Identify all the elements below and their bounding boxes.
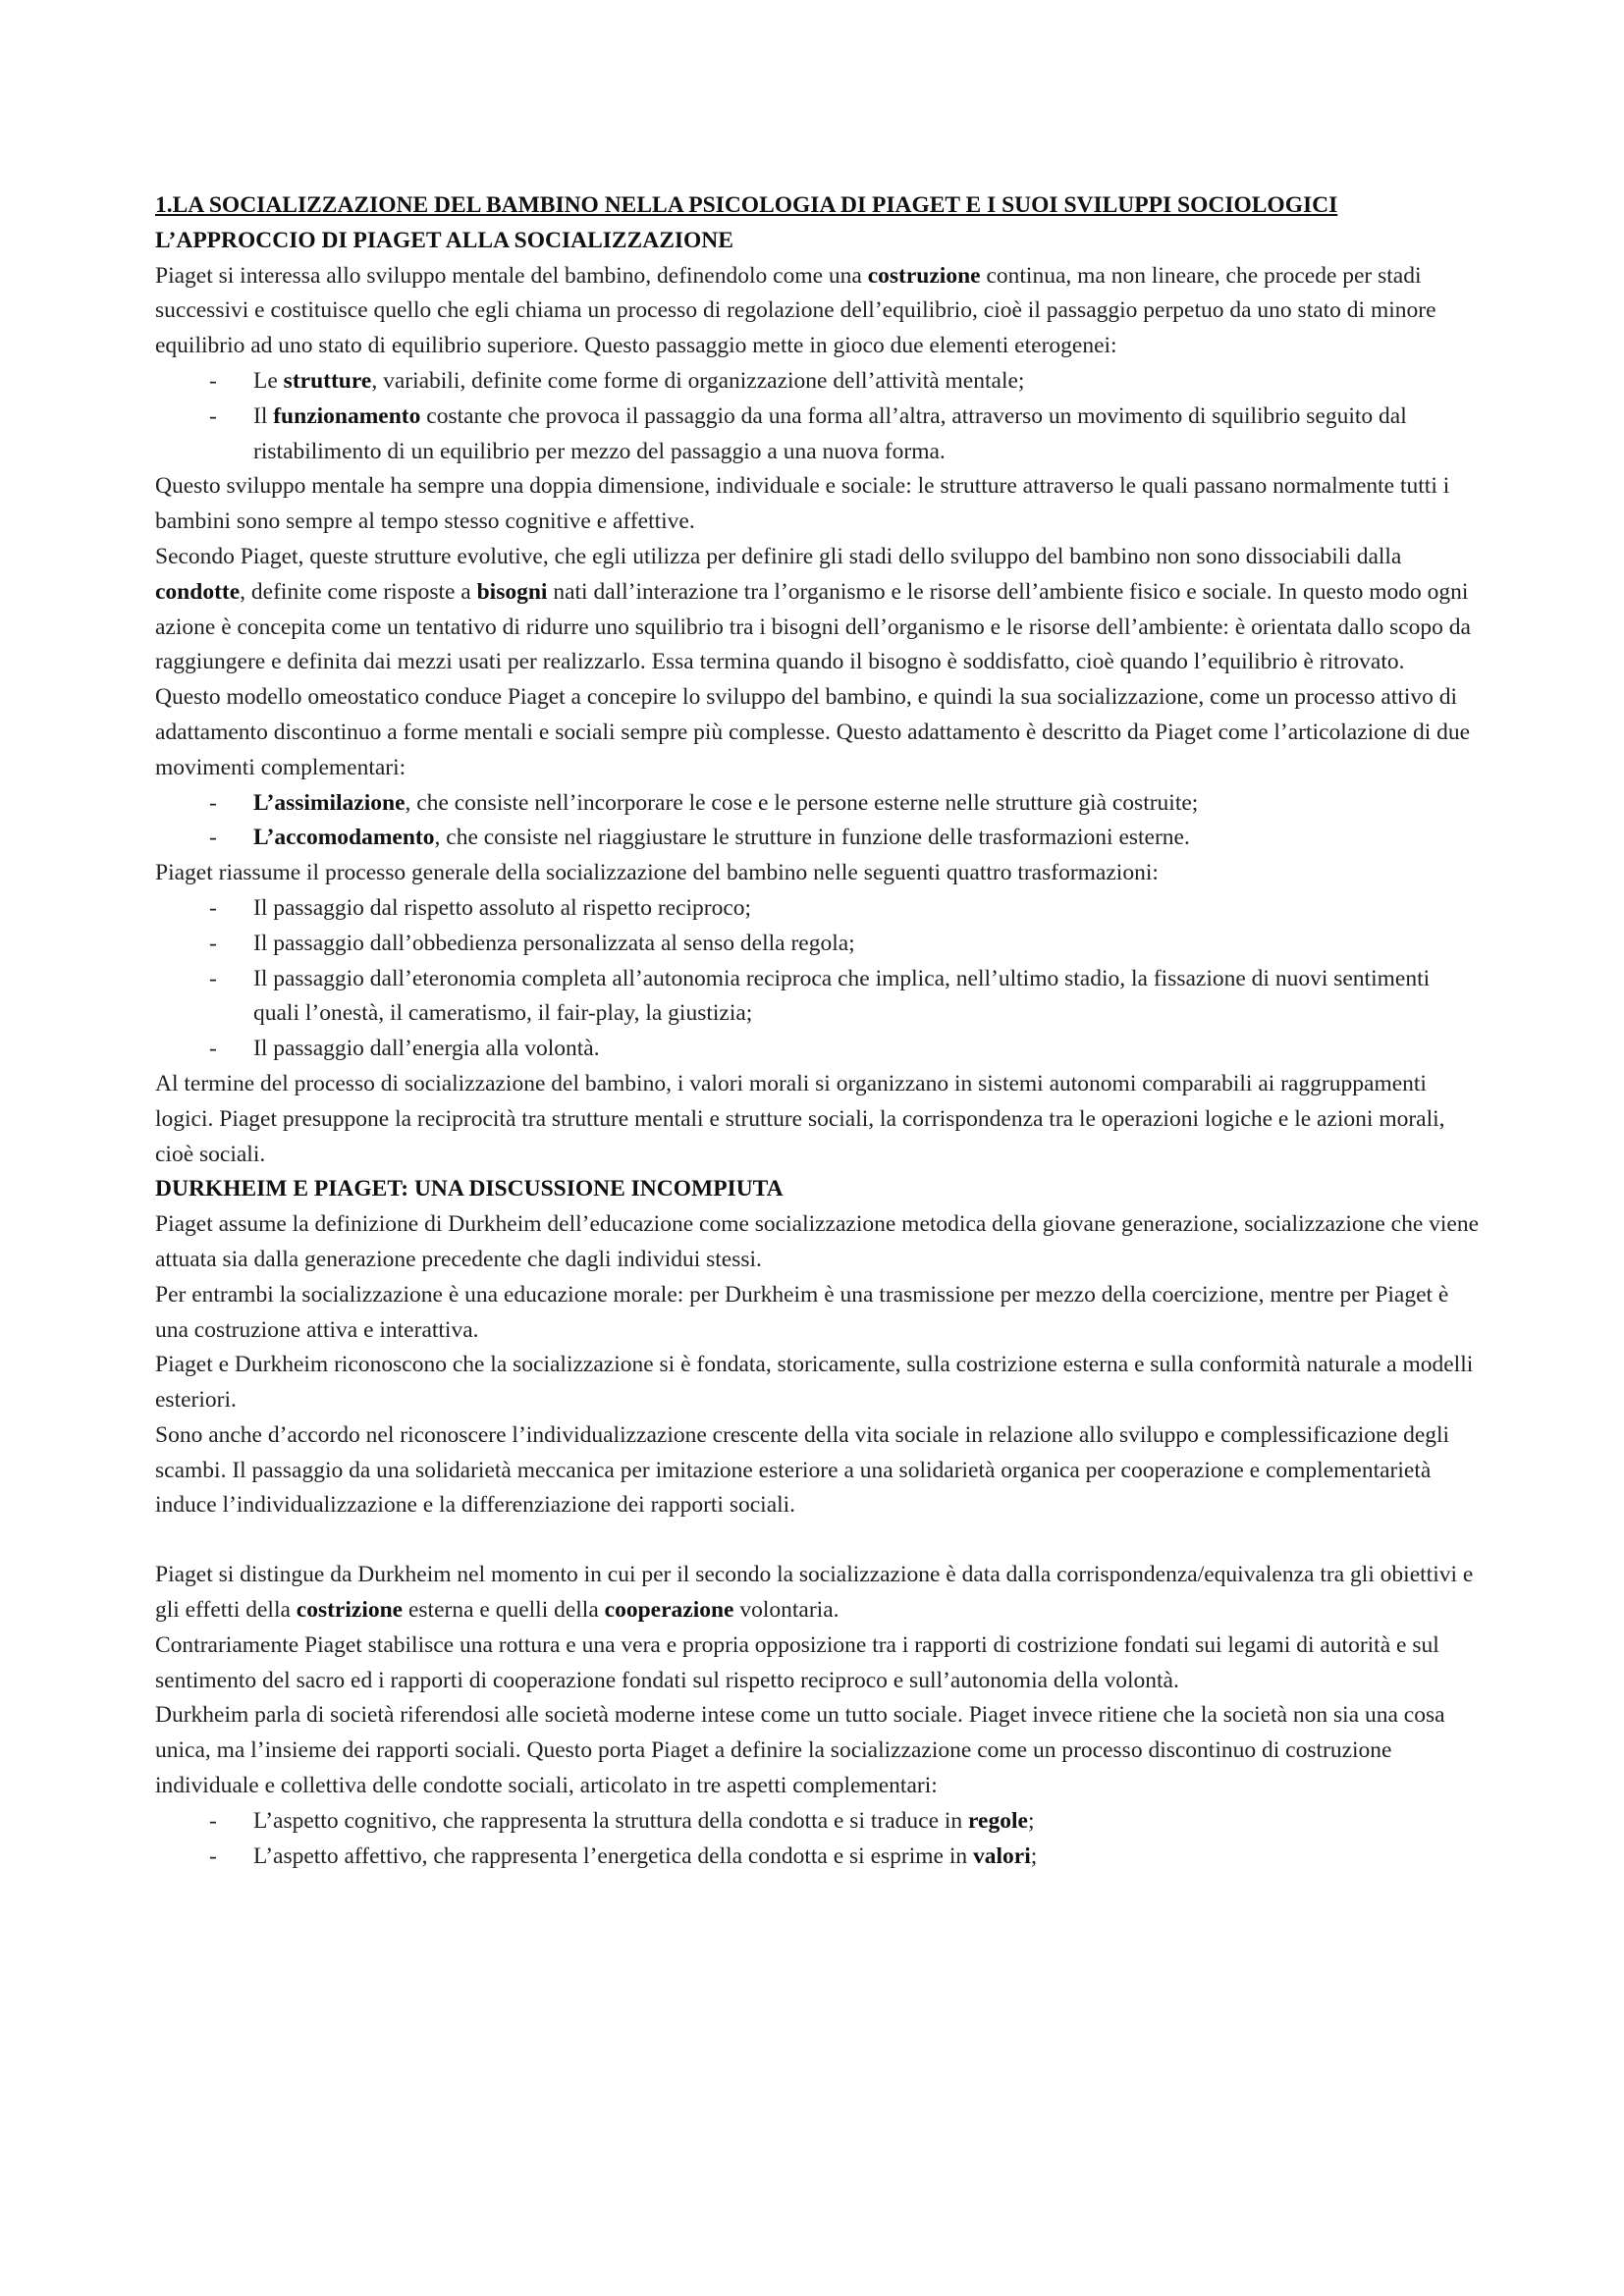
list-item: - Il passaggio dall’obbedienza personalizzata al senso della regola;	[155, 927, 1481, 962]
paragraph: Per entrambi la socializzazione è una educazione morale: per Durkheim è una trasmissione per mezzo della coercizione, mentre per Piaget è una costruzione attiva e interattiva.	[155, 1281, 1449, 1343]
paragraph: Piaget si interessa allo sviluppo mentale del bambino, definendolo come una costruzione continua, ma non lineare, che procede per stadi successivi e costituisce quello che egli chiama un processo di regolazione dell’equilibrio, cioè il passaggio perpetuo da uno stato di minore equilibrio ad uno stato di equilibrio superiore. Questo passaggio mette in gioco due elementi eterogenei:	[155, 262, 1436, 359]
document-page	[155, 188, 1481, 1874]
list-aspetti	[155, 1804, 1481, 1875]
paragraph: Questo modello omeostatico conduce Piaget a concepire lo sviluppo del bambino, e quindi la sua socializzazione, come un processo attivo di adattamento discontinuo a forme mentali e sociali sempre più complesse. Questo adattamento è descritto da Piaget come l’articolazione di due movimenti complementari:	[155, 684, 1471, 780]
paragraph: Contrariamente Piaget stabilisce una rottura e una vera e propria opposizione tra i rapporti di costrizione fondati sui legami di autorità e sul sentimento del sacro ed i rapporti di cooperazione fondati sul rispetto reciproco e sull’autonomia della volontà.	[155, 1631, 1439, 1693]
paragraph: Durkheim parla di società riferendosi alle società moderne intese come un tutto sociale. Piaget invece ritiene che la società non sia una cosa unica, ma l’insieme dei rapporti sociali. Questo porta Piaget a definire la socializzazione come un processo discontinuo di costruzione individuale e collettiva delle condotte sociali, articolato in tre aspetti complementari:	[155, 1702, 1445, 1799]
list-item: - Le strutture, variabili, definite come forme di organizzazione dell’attività mentale;	[155, 364, 1481, 400]
paragraph: Sono anche d’accordo nel riconoscere l’individualizzazione crescente della vita sociale in relazione allo sviluppo e complessificazione degli scambi. Il passaggio da una solidarietà meccanica per imitazione esteriore a una solidarietà organica per cooperazione e complementarietà induce l’individualizzazione e la differenziazione dei rapporti sociali.	[155, 1421, 1450, 1519]
list-item: - Il funzionamento costante che provoca il passaggio da una forma all’altra, attraverso un movimento di squilibrio seguito dal ristabilimento di un equilibrio per mezzo del passaggio a una nuova forma.	[155, 400, 1481, 470]
section-heading-durkheim: DURKHEIM E PIAGET: UNA DISCUSSIONE INCOMPIUTA	[155, 1176, 784, 1202]
list-item: - Il passaggio dal rispetto assoluto al rispetto reciproco;	[155, 891, 1481, 927]
paragraph: Piaget si distingue da Durkheim nel momento in cui per il secondo la socializzazione è data dalla corrispondenza/equivalenza tra gli obiettivi e gli effetti della costrizione esterna e quelli della cooperazione volontaria.	[155, 1562, 1474, 1624]
list-item: - Il passaggio dall’energia alla volontà.	[155, 1032, 1481, 1067]
section-heading-approccio: L’APPROCCIO DI PIAGET ALLA SOCIALIZZAZIONE	[155, 227, 733, 253]
blank-line	[155, 1523, 1481, 1558]
list-item: - Il passaggio dall’eteronomia completa all’autonomia reciproca che implica, nell’ultimo stadio, la fissazione di nuovi sentimenti quali l’onestà, il cameratismo, il fair-play, la giustizia;	[155, 962, 1481, 1033]
paragraph: Questo sviluppo mentale ha sempre una doppia dimensione, individuale e sociale: le strutture attraverso le quali passano normalmente tutti i bambini sono sempre al tempo stesso cognitive e affettive.	[155, 473, 1450, 535]
paragraph: Piaget e Durkheim riconoscono che la socializzazione si è fondata, storicamente, sulla costrizione esterna e sulla conformità naturale a modelli esteriori.	[155, 1352, 1474, 1414]
paragraph: Secondo Piaget, queste strutture evolutive, che egli utilizza per definire gli stadi dello sviluppo del bambino non sono dissociabili dalla condotte, definite come risposte a bisogni nati dall’interazione tra l’organismo e le risorse dell’ambiente fisico e sociale. In questo modo ogni azione è concepita come un tentativo di ridurre uno squilibrio tra i bisogni dell’organismo e le risorse dell’ambiente: è orientata dallo scopo da raggiungere e definita dai mezzi usati per realizzarlo. Essa termina quando il bisogno è soddisfatto, cioè quando l’equilibrio è ritrovato.	[155, 543, 1471, 675]
list-item: - L’assimilazione, che consiste nell’incorporare le cose e le persone esterne nelle strutture già costruite;	[155, 786, 1481, 822]
list-item: - L’aspetto cognitivo, che rappresenta la struttura della condotta e si traduce in regole;	[155, 1804, 1481, 1840]
paragraph: Piaget riassume il processo generale della socializzazione del bambino nelle seguenti quattro trasformazioni:	[155, 860, 1159, 886]
list-elementi	[155, 364, 1481, 469]
paragraph: Al termine del processo di socializzazione del bambino, i valori morali si organizzano in sistemi autonomi comparabili ai raggruppamenti logici. Piaget presuppone la reciprocità tra strutture mentali e strutture sociali, la corrispondenza tra le operazioni logiche e le azioni morali, cioè sociali.	[155, 1070, 1445, 1167]
paragraph: Piaget assume la definizione di Durkheim dell’educazione come socializzazione metodica della giovane generazione, socializzazione che viene attuata sia dalla generazione precedente che dagli individui stessi.	[155, 1211, 1480, 1272]
list-item: - L’accomodamento, che consiste nel riaggiustare le strutture in funzione delle trasformazioni esterne.	[155, 821, 1481, 856]
document-title: 1.LA SOCIALIZZAZIONE DEL BAMBINO NELLA PSICOLOGIA DI PIAGET E I SUOI SVILUPPI SOCIOLOGICI	[155, 192, 1338, 218]
list-item: - L’aspetto affettivo, che rappresenta l’energetica della condotta e si esprime in valori;	[155, 1840, 1481, 1875]
list-trasformazioni	[155, 891, 1481, 1067]
list-movimenti	[155, 786, 1481, 857]
